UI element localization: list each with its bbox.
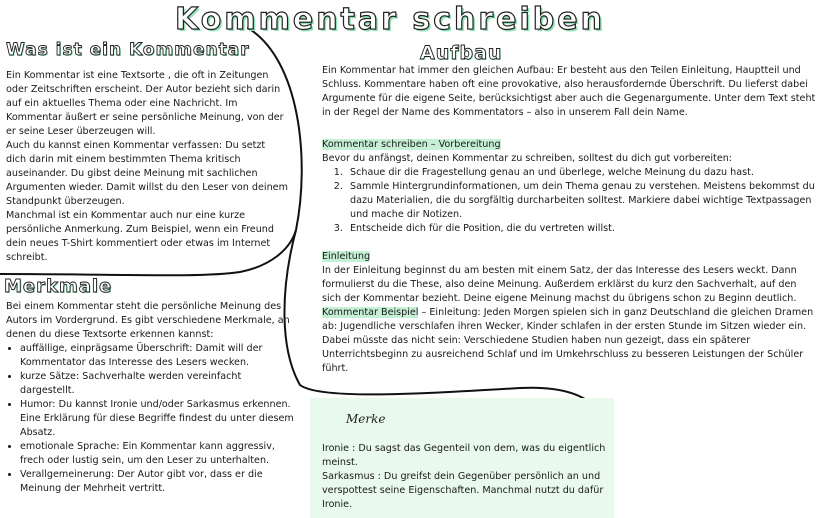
intro-text [6, 69, 288, 265]
einleitung-heading: Einleitung [322, 251, 371, 262]
list-item: • Humor: Du kannst Ironie und/oder Sarkasmus erkennen. Eine Erklärung für diese Begriffe findest du unter diesem Absatz. [20, 398, 296, 440]
merkmale-intro: Bei einem Kommentar steht die persönliche Meinung des Autors im Vordergrund. Es gibt verschiedene Merkmale, an denen du diese Textsorte erkennen kannst: [6, 301, 290, 340]
list-item: 2. Sammle Hintergrundinformationen, um dein Thema genau zu verstehen. Meistens bekommst du dazu Materialien, die du sorgfältig durcharbeiten solltest. Markiere dabei wichtige Textpassagen und mache dir Notizen. [346, 180, 818, 222]
intro-paragraph-1: Ein Kommentar ist eine Textsorte , die oft in Zeitungen oder Zeitschriften erscheint. Der Autor bezieht sich darin auf ein aktuelles Thema oder eine Nachricht. Im Kommentar äußert er seine persönliche Meinung, von der er seine Leser überzeugen will. [6, 70, 284, 137]
vorbereitung-section [322, 138, 818, 236]
intro-paragraph-2: Auch du kannst einen Kommentar verfassen: Du setzt dich darin mit einem bestimmten Thema kritisch auseinander. Du gibst deine Meinung mit sachlichen Argumenten wieder. Damit willst du den Leser von deinem Standpunkt überzeugen. [6, 140, 288, 207]
heading-aufbau: Aufbau [420, 42, 503, 64]
page-title: Kommentar schreiben [175, 2, 605, 37]
list-item: • kurze Sätze: Sachverhalte werden vereinfacht dargestellt. [20, 370, 296, 398]
vorbereitung-heading: Kommentar schreiben – Vorbereitung [322, 139, 501, 150]
intro-paragraph-3: Manchmal ist ein Kommentar auch nur eine kurze persönliche Anmerkung. Zum Beispiel, wenn ein Freund dein neues T-Shirt kommentiert oder etwas im Internet schreibt. [6, 210, 274, 263]
aufbau-text: Ein Kommentar hat immer den gleichen Aufbau: Er besteht aus den Teilen Einleitung, Hauptteil und Schluss. Kommentare haben oft eine provokative, also herausfordernde Überschrift. Du lieferst dabei Argumente für die eigene Seite, berücksichtigst aber auch die Gegenargumente. Unter dem Text steht in der Regel der Name des Kommentators – also in unserem Fall dein Name. [322, 65, 816, 118]
merke-title: Merke [346, 412, 386, 426]
merkmale-list [6, 342, 296, 496]
ironie-definition: Ironie : Du sagst das Gegenteil von dem, was du eigentlich meinst. [322, 443, 606, 468]
beispiel-label: Kommentar Beispiel [322, 307, 419, 318]
vorbereitung-intro: Bevor du anfängst, deinen Kommentar zu schreiben, solltest du dich gut vorbereiten: [322, 153, 733, 164]
beispiel-paragraph [322, 306, 818, 376]
einleitung-text: In der Einleitung beginnst du am besten mit einem Satz, der das Interesse des Lesers weckt. Dann formulierst du die These, also deine Meinung. Außerdem erklärst du kurz den Sachverhalt, auf den sich der Kommentar bezieht. Deine eigene Meinung machst du übrigens schon zu Beginn deutlich. [322, 265, 797, 304]
merke-content [322, 442, 606, 512]
list-item: • auffällige, einprägsame Überschrift: Damit will der Kommentator das Interesse des Lesers wecken. [20, 342, 296, 370]
list-item: 3. Entscheide dich für die Position, die du vertreten willst. [346, 222, 818, 236]
heading-was-ist: Was ist ein Kommentar [6, 40, 250, 60]
heading-merkmale: Merkmale [4, 276, 113, 297]
list-item: 1. Schaue dir die Fragestellung genau an und überlege, welche Meinung du dazu hast. [346, 166, 818, 180]
list-item: • Verallgemeinerung: Der Autor gibt vor, dass er die Meinung der Mehrheit vertritt. [20, 468, 296, 496]
sarkasmus-definition: Sarkasmus : Du greifst dein Gegenüber persönlich an und verspottest seine Eigenschaften. Manchmal nutzt du dafür Ironie. [322, 471, 604, 510]
beispiel-text: – Einleitung: Jeden Morgen spielen sich in ganz Deutschland die gleichen Dramen ab: Jugendliche verschlafen ihren Wecker, Kinder schlafen in der ersten Stunde im Sitzen wieder ein. Dabei müsste das nicht sein: Verschiedene Studien haben nun gezeigt, dass ein späterer Unterrichtsbeginn zu ausreichend Schlaf und im Umkehrschluss zu besseren Leistungen der Schüler führt. [322, 307, 814, 374]
list-item: • emotionale Sprache: Ein Kommentar kann aggressiv, frech oder lustig sein, um den Leser zu unterhalten. [20, 440, 296, 468]
einleitung-section [322, 250, 818, 376]
merkmale-section [6, 300, 296, 496]
aufbau-section [322, 64, 818, 120]
vorbereitung-steps [322, 166, 818, 236]
